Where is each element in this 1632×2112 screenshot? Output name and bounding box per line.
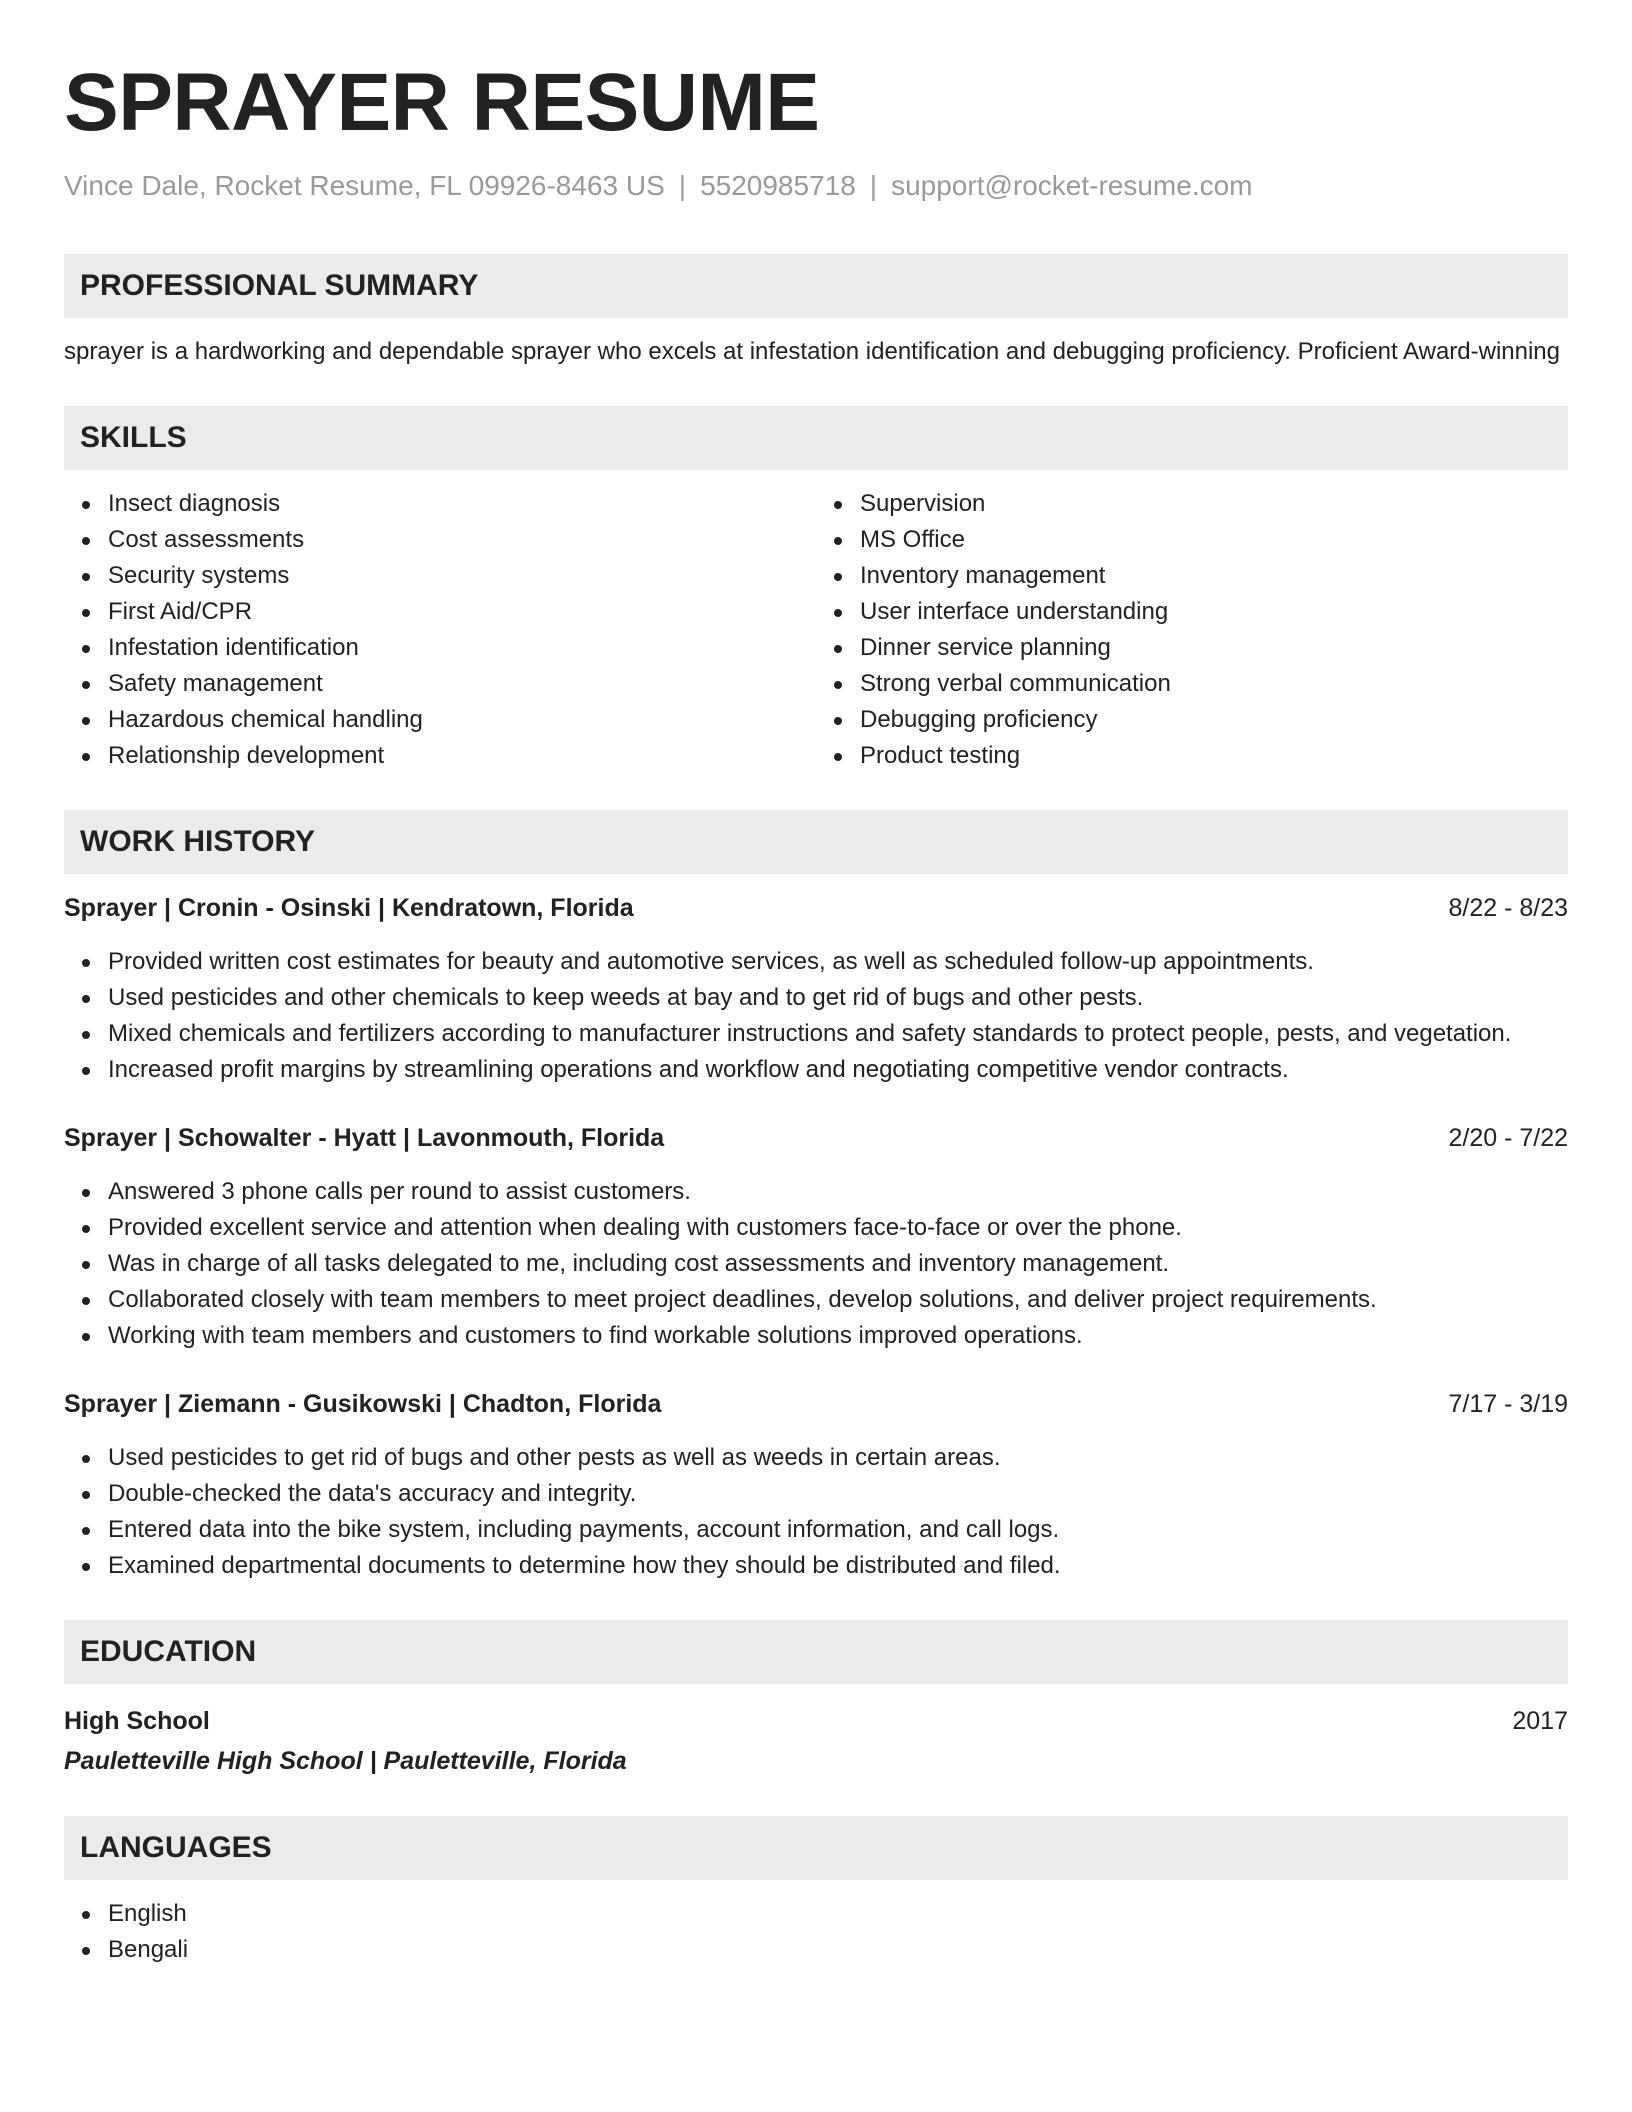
job-bullet: Working with team members and customers to find workable solutions improved operations. [108,1318,1568,1354]
job-bullet: Collaborated closely with team members to meet project deadlines, develop solutions, and deliver project requirements. [108,1282,1568,1318]
skill-item: Supervision [860,486,1568,522]
education-school: Pauletteville High School | Pauletteville, Florida [64,1747,627,1776]
job-bullet: Examined departmental documents to determine how they should be distributed and filed. [108,1548,1568,1584]
job-bullet: Was in charge of all tasks delegated to me, including cost assessments and inventory management. [108,1246,1568,1282]
skill-item: Safety management [108,666,816,702]
job-entry [64,890,1568,1088]
skill-item: First Aid/CPR [108,594,816,630]
job-bullet: Provided written cost estimates for beauty and automotive services, as well as scheduled follow-up appointments. [108,944,1568,980]
skill-item: User interface understanding [860,594,1568,630]
job-title: Sprayer | Cronin - Osinski | Kendratown, Florida [64,894,634,923]
job-bullets [64,1440,1568,1584]
job-entry [64,1120,1568,1354]
skill-item: Hazardous chemical handling [108,702,816,738]
summary-heading: PROFESSIONAL SUMMARY [64,254,1568,318]
job-header [64,1386,1568,1422]
skill-item: Dinner service planning [860,630,1568,666]
contact-phone: 5520985718 [700,170,856,202]
job-bullets [64,944,1568,1088]
job-dates: 8/22 - 8/23 [1448,894,1568,923]
skills-list-right [816,486,1568,774]
languages-list [64,1896,1568,1968]
summary-text: sprayer is a hardworking and dependable sprayer who excels at infestation identification and debugging proficiency. Proficient Award-winning [64,338,1561,366]
skill-item: Debugging proficiency [860,702,1568,738]
skill-item: Infestation identification [108,630,816,666]
skill-item: Security systems [108,558,816,594]
contact-line [64,170,1568,202]
skill-item: Inventory management [860,558,1568,594]
job-dates: 2/20 - 7/22 [1448,1124,1568,1153]
job-dates: 7/17 - 3/19 [1448,1390,1568,1419]
job-bullet: Answered 3 phone calls per round to assist customers. [108,1174,1568,1210]
job-bullet: Mixed chemicals and fertilizers according to manufacturer instructions and safety standards to protect people, pests, and vegetation. [108,1016,1568,1052]
job-header [64,890,1568,926]
education-year: 2017 [1512,1707,1568,1736]
job-title: Sprayer | Ziemann - Gusikowski | Chadton, Florida [64,1390,662,1419]
job-header [64,1120,1568,1156]
job-bullet: Double-checked the data's accuracy and integrity. [108,1476,1568,1512]
skill-item: Relationship development [108,738,816,774]
job-title: Sprayer | Schowalter - Hyatt | Lavonmouth, Florida [64,1124,665,1153]
skills-heading: SKILLS [64,406,1568,470]
job-bullet: Used pesticides and other chemicals to keep weeds at bay and to get rid of bugs and other pests. [108,980,1568,1016]
job-bullet: Entered data into the bike system, including payments, account information, and call logs. [108,1512,1568,1548]
education-heading: EDUCATION [64,1620,1568,1684]
contact-address: Vince Dale, Rocket Resume, FL 09926-8463 US [64,170,665,202]
education-header [64,1702,1568,1740]
contact-separator: | [678,170,687,202]
skills-columns [64,486,1568,774]
job-bullet: Used pesticides to get rid of bugs and other pests as well as weeds in certain areas. [108,1440,1568,1476]
work-history-heading: WORK HISTORY [64,810,1568,874]
skill-item: Cost assessments [108,522,816,558]
skill-item: Insect diagnosis [108,486,816,522]
skill-item: Strong verbal communication [860,666,1568,702]
skill-item: Product testing [860,738,1568,774]
language-item: English [108,1896,1568,1932]
resume-title: SPRAYER RESUME [64,57,820,148]
job-bullet: Provided excellent service and attention when dealing with customers face-to-face or over the phone. [108,1210,1568,1246]
languages-heading: LANGUAGES [64,1816,1568,1880]
job-entry [64,1386,1568,1584]
contact-email: support@rocket-resume.com [891,170,1253,202]
language-item: Bengali [108,1932,1568,1968]
job-bullets [64,1174,1568,1354]
contact-separator: | [869,170,878,202]
education-degree: High School [64,1707,210,1736]
skills-list-left [64,486,816,774]
job-bullet: Increased profit margins by streamlining operations and workflow and negotiating competitive vendor contracts. [108,1052,1568,1088]
skill-item: MS Office [860,522,1568,558]
